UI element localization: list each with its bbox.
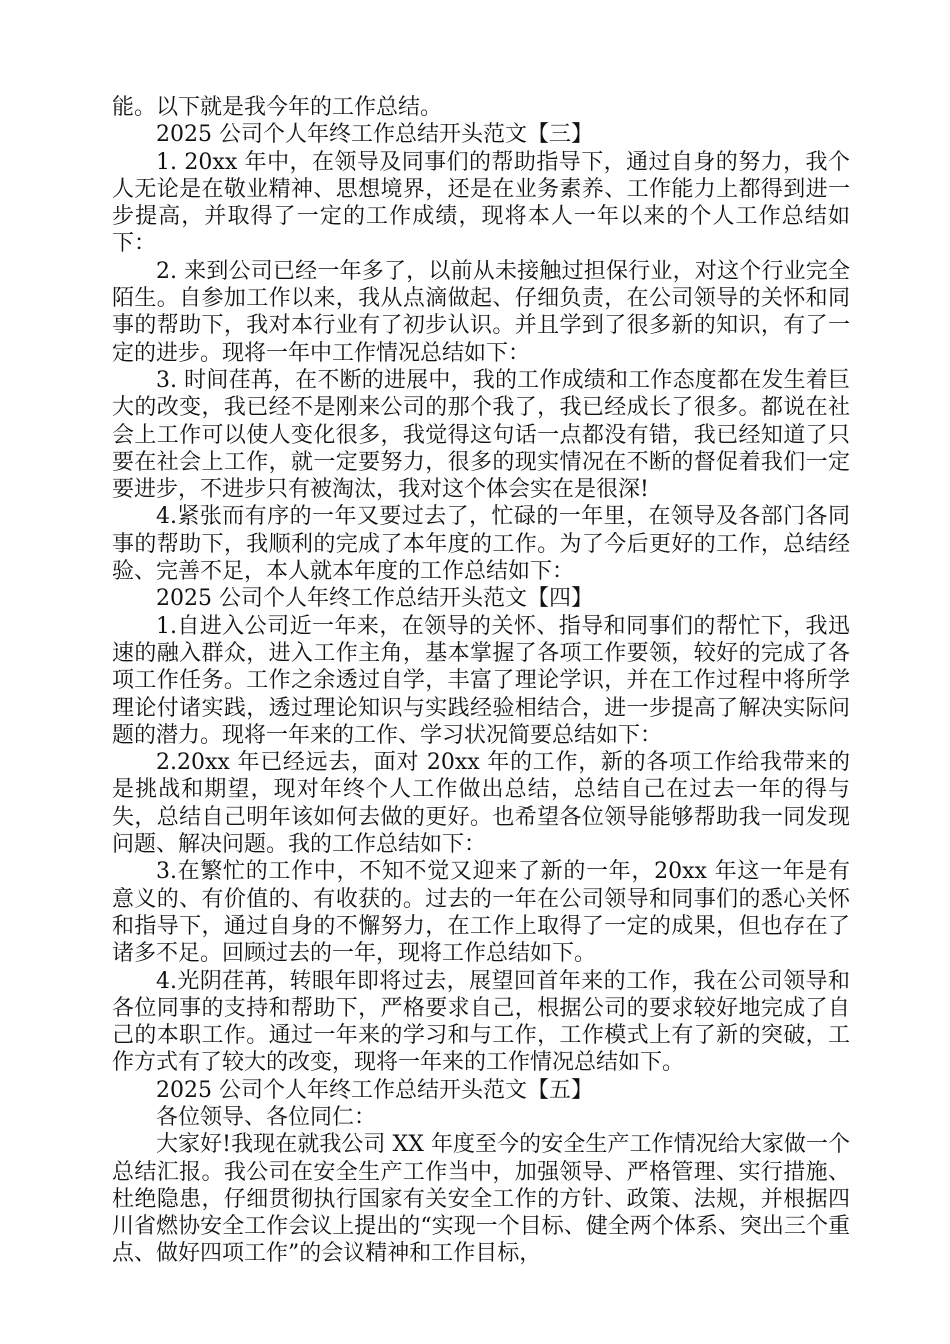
salutation: 各位领导、各位同仁： [156,1104,377,1130]
paragraph: 2.20xx 年已经远去，面对 20xx 年的工作，新的各项工作给我带来的是挑战和期望，现对年终个人工作做出总结，总结自己在过去一年的得与失，总结自己明年该如何去做的更好。也希望各位领导能够帮助我一同发现问题、解决问题。我的工作总结如下： [112,750,850,858]
paragraph: 能。以下就是我今年的工作总结。 [112,95,443,120]
document-page [112,94,850,1268]
section-heading: 2025 公司个人年终工作总结开头范文【四】 [156,586,593,612]
paragraph: 4.紧张而有序的一年又要过去了，忙碌的一年里，在领导及各部门各同事的帮助下，我顺利的完成了本年度的工作。为了今后更好的工作，总结经验、完善不足，本人就本年度的工作总结如下： [112,504,850,585]
paragraph: 1. 20xx 年中，在领导及同事们的帮助指导下，通过自身的努力，我个人无论是在敬业精神、思想境界，还是在业务素养、工作能力上都得到进一步提高，并取得了一定的工作成绩，现将本人一年以来的个人工作总结如下： [112,149,850,257]
section-heading: 2025 公司个人年终工作总结开头范文【五】 [156,1077,593,1103]
paragraph: 2. 来到公司已经一年多了，以前从未接触过担保行业，对这个行业完全陌生。自参加工作以来，我从点滴做起、仔细负责，在公司领导的关怀和同事的帮助下，我对本行业有了初步认识。并且学到了很多新的知识，有了一定的进步。现将一年中工作情况总结如下： [112,258,850,366]
paragraph: 3. 时间荏苒，在不断的进展中，我的工作成绩和工作态度都在发生着巨大的改变，我已经不是刚来公司的那个我了，我已经成长了很多。都说在社会上工作可以使人变化很多，我觉得这句话一点都没有错，我已经知道了只要在社会上工作，就一定要努力，很多的现实情况在不断的督促着我们一定要进步，不进步只有被淘汰，我对这个体会实在是很深! [112,367,850,503]
paragraph: 1.自进入公司近一年来，在领导的关怀、指导和同事们的帮忙下，我迅速的融入群众，进入工作主角，基本掌握了各项工作要领，较好的完成了各项工作任务。工作之余透过自学，丰富了理论学识，并在工作过程中将所学理论付诸实践，透过理论知识与实践经验相结合，进一步提高了解决实际问题的潜力。现将一年来的工作、学习状况简要总结如下： [112,613,850,748]
section-heading: 2025 公司个人年终工作总结开头范文【三】 [156,122,593,148]
paragraph: 大家好!我现在就我公司 XX 年度至今的安全生产工作情况给大家做一个总结汇报。我公司在安全生产工作当中，加强领导、严格管理、实行措施、杜绝隐患，仔细贯彻执行国家有关安全工作的方针、政策、法规，并根据四川省燃协安全工作会议上提出的“实现一个目标、健全两个体系、突出三个重点、做好四项工作”的会议精神和工作目标， [112,1132,850,1267]
paragraph: 4.光阴荏苒，转眼年即将过去，展望回首年来的工作，我在公司领导和各位同事的支持和帮助下，严格要求自己，根据公司的要求较好地完成了自己的本职工作。通过一年来的学习和与工作，工作模式上有了新的突破，工作方式有了较大的改变，现将一年来的工作情况总结如下。 [112,968,850,1076]
paragraph: 3.在繁忙的工作中，不知不觉又迎来了新的一年，20xx 年这一年是有意义的、有价值的、有收获的。过去的一年在公司领导和同事们的悉心关怀和指导下，通过自身的不懈努力，在工作上取得了一定的成果，但也存在了诸多不足。回顾过去的一年，现将工作总结如下。 [112,859,850,967]
